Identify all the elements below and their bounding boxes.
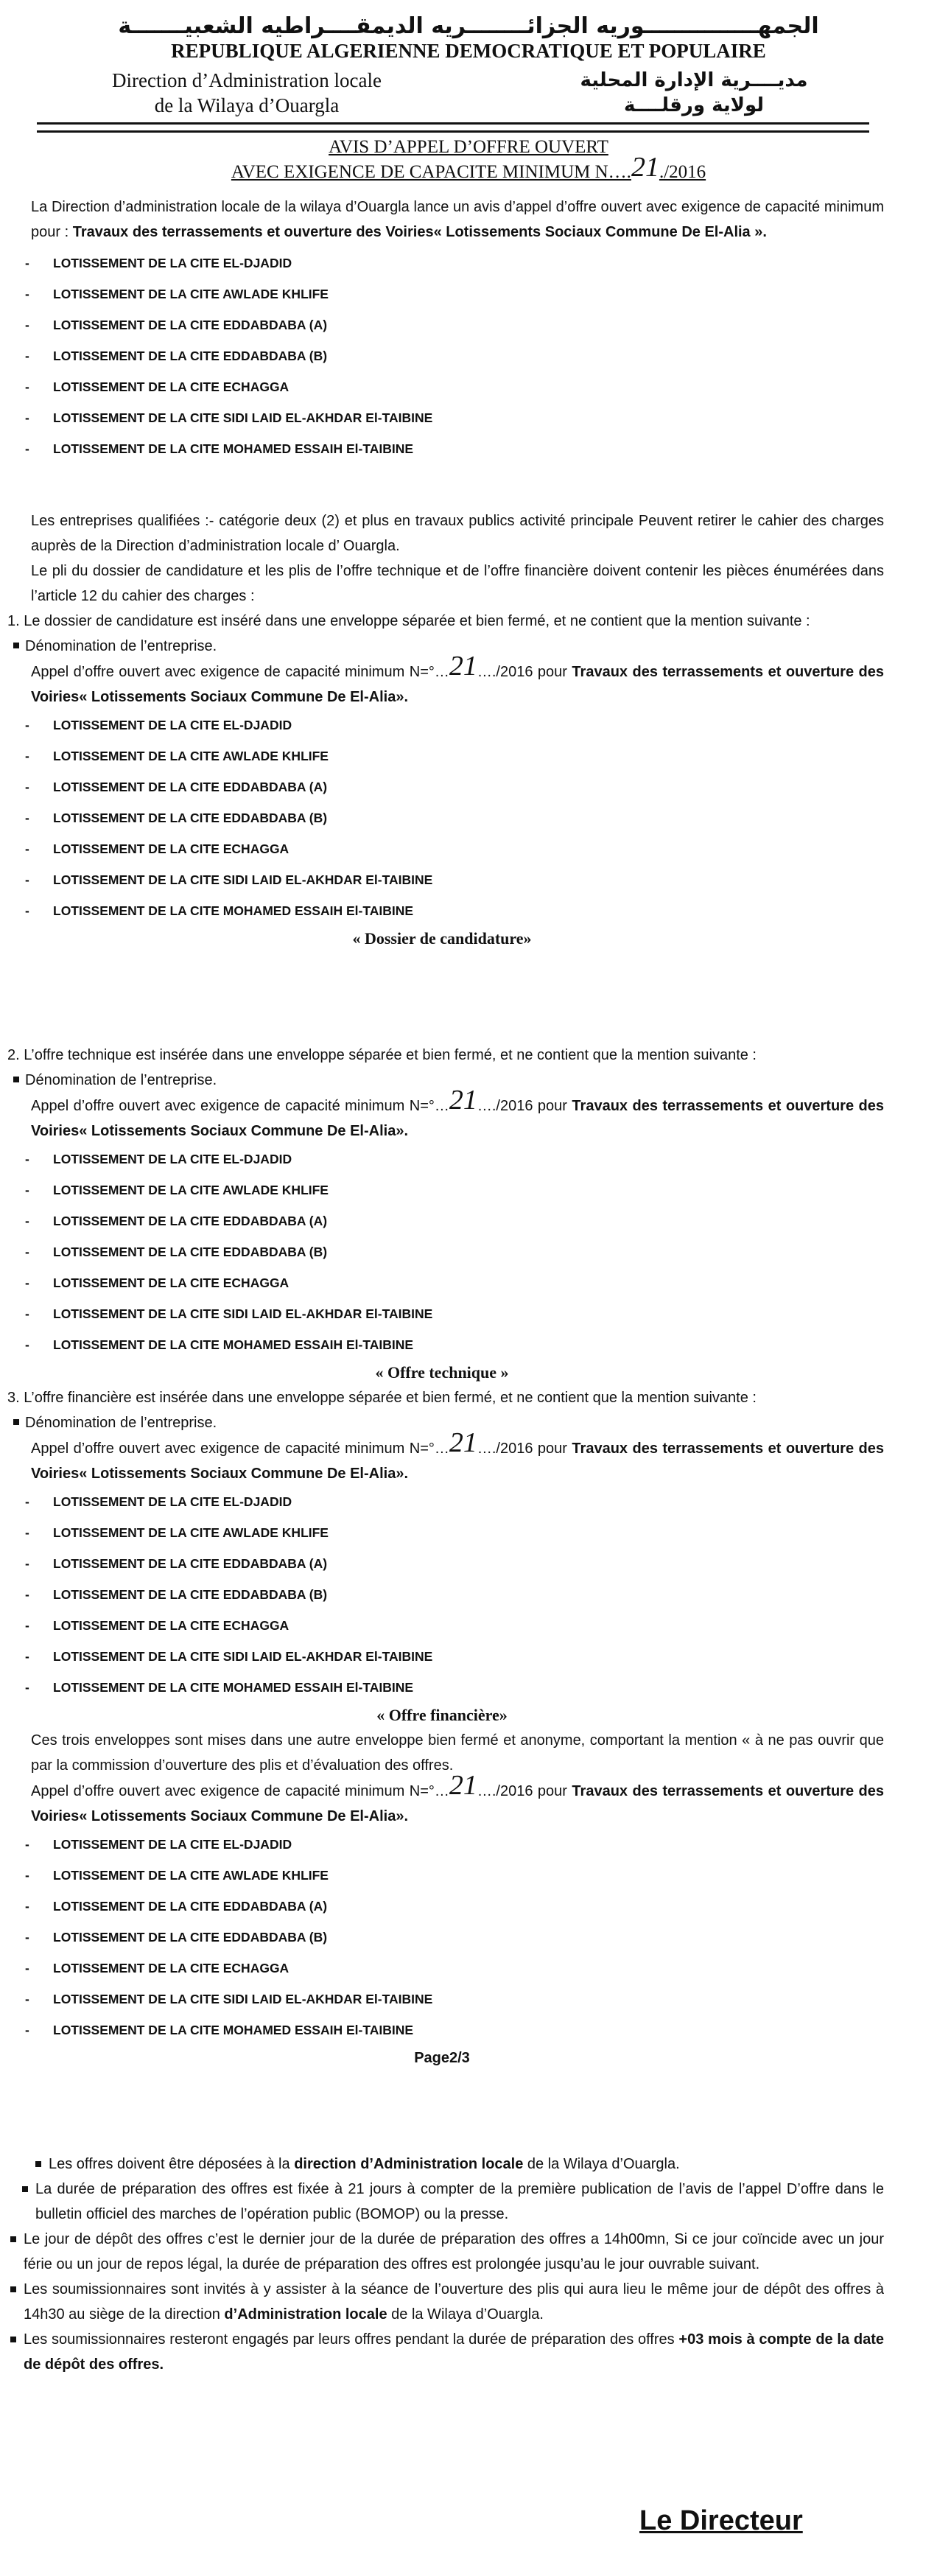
appel-2: Appel d’offre ouvert avec exigence de capacité minimum N=°…21…./2016 pour Travaux des terrassements et ouverture des Voiries« Lotissements Sociaux Commune De El-Alia». [31, 1085, 884, 1139]
bullet-square-icon [10, 2286, 16, 2292]
intro-paragraph: La Direction d’administration locale de la wilaya d’Ouargla lance un avis d’appel d’offre ouvert avec exigence de capacité minimum pour : Travaux des terrassements et ouverture des Voiries« Lotissements Sociaux Commune De El-Alia ». [31, 199, 884, 240]
handwritten-number: 21 [631, 152, 659, 183]
list-item: - LOTISSEMENT DE LA CITE EDDABDABA (B) [0, 340, 884, 371]
list-item: - LOTISSEMENT DE LA CITE EDDABDABA (B) [0, 1922, 884, 1953]
direction-ar-line1: مديــــرية الإدارة المحلية [580, 69, 808, 91]
bullet-square-icon [10, 2236, 16, 2242]
final-item: Les soumissionnaires resteront engagés par leurs offres pendant la durée de préparation des offres +03 mois à compte de la date de dépôt des offres. [10, 2327, 884, 2377]
list-item: - LOTISSEMENT DE LA CITE ECHAGGA [0, 833, 884, 864]
section3-text: 3. L’offre financière est insérée dans une enveloppe séparée et bien fermé, et ne contient que la mention suivante : [7, 1390, 757, 1406]
direction-ar-line2: لولاية ورقلــــة [623, 94, 765, 116]
lots-list [0, 248, 884, 464]
list-item: - LOTISSEMENT DE LA CITE MOHAMED ESSAIH El-TAIBINE [0, 1672, 884, 1703]
qualification-paragraph: Les entreprises qualifiées :- catégorie deux (2) et plus en travaux publics activité principale Peuvent retirer le cahier des charges auprès de la Direction d’administration locale d’ Ouargla. [31, 513, 884, 554]
list-item: - LOTISSEMENT DE LA CITE EDDABDABA (B) [0, 1579, 884, 1610]
signature-title: Le Directeur [639, 2505, 803, 2536]
notice-title: AVIS D’APPEL D’OFFRE OUVERT [329, 137, 608, 157]
list-item: - LOTISSEMENT DE LA CITE SIDI LAID EL-AKHDAR El-TAIBINE [0, 864, 884, 895]
header-double-rule [37, 122, 869, 133]
list-item: - LOTISSEMENT DE LA CITE EL-DJADID [0, 248, 884, 279]
pli-paragraph: Le pli du dossier de candidature et les plis de l’offre technique et de l’offre financière doivent contenir les pièces énumérées dans l’article 12 du cahier des charges : [31, 563, 884, 604]
lots-list-3 [0, 1486, 884, 1703]
final-item: La durée de préparation des offres est fixée à 21 jours à compter de la première publication de l’avis de l’appel D’offre dans le bulletin officiel des marches de l’opération public (BOMOP) ou la presse. [22, 2177, 884, 2227]
list-item: - LOTISSEMENT DE LA CITE SIDI LAID EL-AKHDAR El-TAIBINE [0, 402, 884, 433]
appel-1: Appel d’offre ouvert avec exigence de capacité minimum N=°…21…./2016 pour Travaux des terrassements et ouverture des Voiries« Lotissements Sociaux Commune De El-Alia». [31, 651, 884, 705]
section1-text: 1. Le dossier de candidature est inséré dans une enveloppe séparée et bien fermé, et ne contient que la mention suivante : [7, 613, 810, 629]
denomination-3: Dénomination de l’entreprise. [0, 1410, 884, 1435]
list-item: - LOTISSEMENT DE LA CITE ECHAGGA [0, 1610, 884, 1641]
list-item: - LOTISSEMENT DE LA CITE EDDABDABA (A) [0, 309, 884, 340]
list-item: - LOTISSEMENT DE LA CITE ECHAGGA [0, 1267, 884, 1298]
final-item: Les offres doivent être déposées à la direction d’Administration locale de la Wilaya d’Ouargla. [35, 2152, 884, 2177]
direction-fr [77, 68, 416, 118]
list-item: - LOTISSEMENT DE LA CITE SIDI LAID EL-AKHDAR El-TAIBINE [0, 1984, 884, 2015]
lots-list-4 [0, 1829, 884, 2045]
bullet-square-icon [10, 2337, 16, 2342]
lots-list-1 [0, 710, 884, 926]
list-item: - LOTISSEMENT DE LA CITE EL-DJADID [0, 1829, 884, 1860]
appel-3: Appel d’offre ouvert avec exigence de capacité minimum N=°…21…./2016 pour Travaux des terrassements et ouverture des Voiries« Lotissements Sociaux Commune De El-Alia». [31, 1427, 884, 1482]
list-item: - LOTISSEMENT DE LA CITE EDDABDABA (A) [0, 1891, 884, 1922]
list-item: - LOTISSEMENT DE LA CITE AWLADE KHLIFE [0, 1517, 884, 1548]
bullet-square-icon [22, 2186, 28, 2192]
list-item: - LOTISSEMENT DE LA CITE AWLADE KHLIFE [0, 1860, 884, 1891]
list-item: - LOTISSEMENT DE LA CITE EDDABDABA (A) [0, 771, 884, 802]
arabic-republic-title: الجمهـــــــــــــــوريه الجزائــــــــريه الديمقــــراطيه الشعبيـــــــة [118, 13, 819, 39]
section2-text: 2. L’offre technique est insérée dans une enveloppe séparée et bien fermé, et ne contient que la mention suivante : [7, 1047, 757, 1063]
list-item: - LOTISSEMENT DE LA CITE MOHAMED ESSAIH El-TAIBINE [0, 2015, 884, 2045]
notice-subtitle: AVEC EXIGENCE DE CAPACITE MINIMUM N….21./2016 [231, 152, 706, 183]
bullet-square-icon [13, 1419, 19, 1425]
list-item: - LOTISSEMENT DE LA CITE EDDABDABA (A) [0, 1205, 884, 1236]
list-item: - LOTISSEMENT DE LA CITE EDDABDABA (B) [0, 802, 884, 833]
section2-label: « Offre technique » [375, 1363, 509, 1382]
direction-fr-line1: Direction d’Administration locale [112, 69, 382, 91]
list-item: - LOTISSEMENT DE LA CITE EL-DJADID [0, 1486, 884, 1517]
intro-block [0, 195, 884, 464]
page-number: Page2/3 [414, 2050, 470, 2066]
final-block [0, 2152, 884, 2377]
envelopes-paragraph: Ces trois enveloppes sont mises dans une autre enveloppe bien fermé et anonyme, comportant la mention « à ne pas ouvrir que par la commission d’ouverture des plis et d’évaluation des offres. [31, 1732, 884, 1774]
list-item: - LOTISSEMENT DE LA CITE AWLADE KHLIFE [0, 741, 884, 771]
section1-label: « Dossier de candidature» [352, 929, 532, 948]
list-item: - LOTISSEMENT DE LA CITE EL-DJADID [0, 710, 884, 741]
list-item: - LOTISSEMENT DE LA CITE AWLADE KHLIFE [0, 279, 884, 309]
direction-ar [576, 68, 812, 118]
list-item: - LOTISSEMENT DE LA CITE EDDABDABA (A) [0, 1548, 884, 1579]
section2-block [0, 1043, 884, 2071]
direction-fr-line2: de la Wilaya d’Ouargla [154, 94, 340, 116]
list-item: - LOTISSEMENT DE LA CITE SIDI LAID EL-AKHDAR El-TAIBINE [0, 1298, 884, 1329]
list-item: - LOTISSEMENT DE LA CITE AWLADE KHLIFE [0, 1175, 884, 1205]
bullet-square-icon [35, 2161, 41, 2167]
lots-list-2 [0, 1144, 884, 1360]
denomination-1: Dénomination de l’entreprise. [0, 634, 884, 659]
final-item: Les soumissionnaires sont invités à y assister à la séance de l’ouverture des plis qui aura lieu le même jour de dépôt des offres à 14h30 au siège de la direction d’Administration locale de la Wilaya d’Ouargla. [10, 2277, 884, 2327]
list-item: - LOTISSEMENT DE LA CITE ECHAGGA [0, 371, 884, 402]
section3-label: « Offre financière» [376, 1706, 508, 1724]
appel-4: Appel d’offre ouvert avec exigence de capacité minimum N=°…21…./2016 pour Travaux des terrassements et ouverture des Voiries« Lotissements Sociaux Commune De El-Alia». [31, 1770, 884, 1824]
bullet-square-icon [13, 643, 19, 648]
bullet-square-icon [13, 1077, 19, 1082]
list-item: - LOTISSEMENT DE LA CITE EDDABDABA (B) [0, 1236, 884, 1267]
list-item: - LOTISSEMENT DE LA CITE SIDI LAID EL-AKHDAR El-TAIBINE [0, 1641, 884, 1672]
list-item: - LOTISSEMENT DE LA CITE MOHAMED ESSAIH El-TAIBINE [0, 1329, 884, 1360]
list-item: - LOTISSEMENT DE LA CITE MOHAMED ESSAIH El-TAIBINE [0, 433, 884, 464]
republic-title: REPUBLIQUE ALGERIENNE DEMOCRATIQUE ET POPULAIRE [171, 40, 766, 62]
list-item: - LOTISSEMENT DE LA CITE EL-DJADID [0, 1144, 884, 1175]
final-item: Le jour de dépôt des offres c’est le dernier jour de la durée de préparation des offres a 14h00mn, Si ce jour coïncide avec un jour férie ou un jour de repos légal, la durée de préparation des offres est prolongée jusqu’au le jour ouvrable suivant. [10, 2227, 884, 2277]
list-item: - LOTISSEMENT DE LA CITE MOHAMED ESSAIH El-TAIBINE [0, 895, 884, 926]
denomination-2: Dénomination de l’entreprise. [0, 1068, 884, 1093]
qualification-block [0, 508, 884, 951]
list-item: - LOTISSEMENT DE LA CITE ECHAGGA [0, 1953, 884, 1984]
